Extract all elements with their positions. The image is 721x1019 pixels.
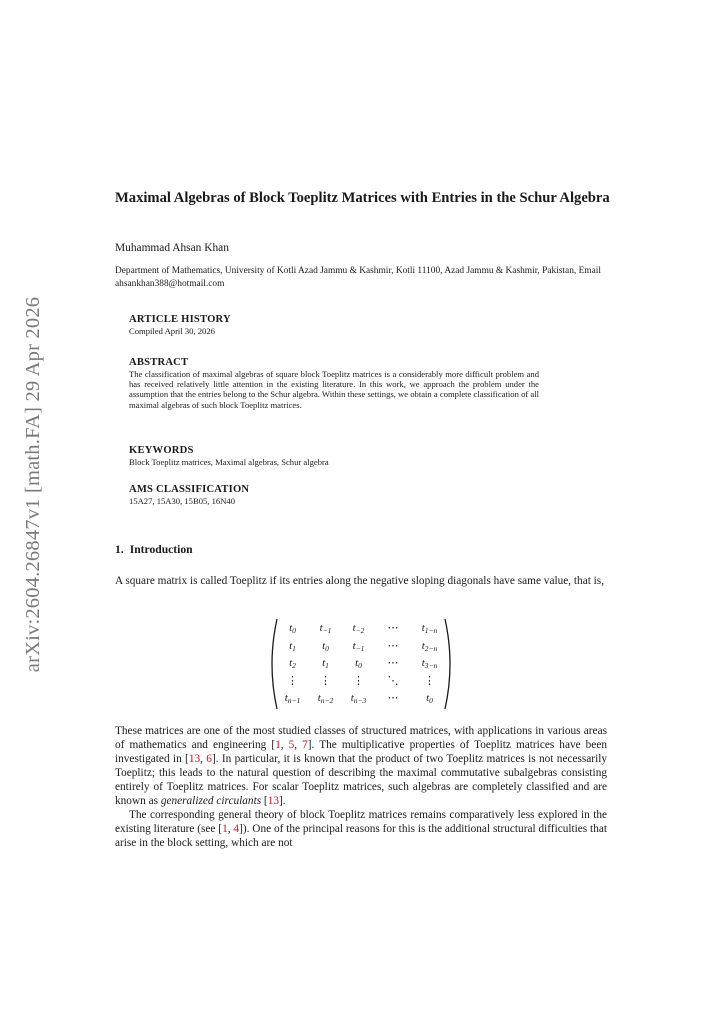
citation-link[interactable]: 1 [275, 739, 281, 751]
matrix-entry: ⋮ [320, 674, 331, 687]
matrix-entry: $t_{3-n}$ [421, 657, 438, 671]
citation-separator: , [294, 739, 303, 751]
matrix-entry: ⋮ [424, 674, 435, 687]
section-heading [115, 543, 193, 556]
term-generalized-circulants: generalized circulants [160, 795, 262, 807]
matrix-entry: ⋮ [353, 674, 364, 687]
arxiv-stamp-text: arXiv:2604.26847v1 [math.FA] 29 Apr 2026 [22, 296, 45, 672]
citation-separator: , [280, 739, 289, 751]
author-affiliation: Department of Mathematics, University of Kotli Azad Jammu & Kashmir, Kotli 11100, Azad Jammu & Kashmir, Pakistan, Email ahsankhan388@hotmail.com [115, 266, 601, 289]
para1-text-e: ]. [279, 795, 286, 807]
para2-text-b: ]). One of the principal reasons for this is the additional structural difficulties that arise in the block setting, which are not [115, 823, 608, 849]
article-history-block [129, 314, 539, 336]
matrix-entry: $t_{2-n}$ [421, 639, 438, 653]
matrix-entry: $t_{n-3}$ [350, 692, 367, 706]
citation-link[interactable]: 5 [288, 739, 295, 751]
matrix-entry: ⋯ [387, 639, 399, 652]
toeplitz-matrix [268, 618, 454, 710]
matrix-entry: ⋯ [387, 622, 399, 634]
matrix-entry: $t_2$ [289, 657, 296, 671]
citation-separator: , [227, 823, 234, 835]
para1-text-b: ]. The multiplicative properties of Toeplitz matrices have been investigated in [ [115, 739, 607, 765]
citation-link[interactable]: 13 [267, 795, 279, 807]
section-title: Introduction [129, 543, 193, 556]
arxiv-identifier-stamp [12, 284, 56, 684]
paragraph-applications [115, 724, 607, 808]
para2-text-a: The corresponding general theory of block Toeplitz matrices remains comparatively less explored in the existing literature (see [ [115, 809, 607, 835]
matrix-entry: $t_0$ [322, 639, 329, 653]
citation-link[interactable]: 7 [302, 739, 308, 751]
matrix-entry: ⋯ [387, 692, 399, 705]
paragraph-block-toeplitz [115, 808, 607, 850]
citation-link[interactable]: 13 [188, 753, 201, 765]
paper-title: Maximal Algebras of Block Toeplitz Matrices with Entries in the Schur Algebra [115, 190, 610, 206]
matrix-entry: $t_{1-n}$ [421, 622, 438, 635]
keywords-text: Block Toeplitz matrices, Maximal algebras, Schur algebra [129, 457, 329, 467]
ams-text: 15A27, 15A30, 15B05, 16N40 [129, 496, 235, 506]
article-history-heading: ARTICLE HISTORY [129, 314, 231, 325]
matrix-entry: $t_0$ [289, 622, 296, 635]
article-history-text: Compiled April 30, 2026 [129, 326, 215, 336]
matrix-entry: $t_1$ [322, 657, 329, 671]
abstract-block [129, 357, 539, 410]
matrix-entry: $t_{-2}$ [352, 622, 365, 635]
ams-classification-block [129, 484, 539, 506]
matrix-entry: $t_{-1}$ [352, 639, 365, 653]
keywords-heading: KEYWORDS [129, 445, 194, 456]
matrix-entry: ⋯ [387, 657, 399, 670]
ams-heading: AMS CLASSIFICATION [129, 484, 250, 495]
citation-link[interactable]: 1 [222, 823, 228, 835]
citation-link[interactable]: 4 [233, 823, 240, 835]
citation-separator: , [200, 753, 207, 765]
matrix-entry: $t_0$ [355, 657, 362, 671]
para1-text-d: [ [261, 795, 268, 807]
citation-link[interactable]: 6 [206, 753, 212, 765]
matrix-entry: $t_{n-1}$ [284, 692, 301, 706]
matrix-entry: ⋱ [387, 674, 399, 687]
para1-text-c: ]. In particular, it is known that the product of two Toeplitz matrices is not necessarily Toeplitz; this leads to the natural question of describing the maximal commutative subalgebras consisting entirely of Toeplitz matrices. For scalar Toeplitz matrices, such algebras are completely classified and are known as [115, 753, 607, 807]
author-name: Muhammad Ahsan Khan [115, 242, 229, 254]
para1-text-a: These matrices are one of the most studied classes of structured matrices, with applications in various areas of mathematics and engineering [ [115, 725, 607, 751]
abstract-heading: ABSTRACT [129, 357, 189, 368]
abstract-text: The classification of maximal algebras of square block Toeplitz matrices is a considerably more difficult problem and has received relatively little attention in the existing literature. In this work, we approach the problem under the assumption that the entries belong to the Schur algebra. Within these settings, we obtain a complete classification of all maximal algebras of such block Toeplitz matrices. [129, 369, 539, 410]
keywords-block [129, 445, 539, 467]
matrix-entry: $t_0$ [426, 692, 433, 706]
intro-paragraph: A square matrix is called Toeplitz if its entries along the negative sloping diagonals have same value, that is, [115, 575, 605, 587]
matrix-entry: ⋮ [287, 674, 298, 687]
matrix-entries [276, 620, 448, 708]
matrix-entry: $t_1$ [289, 639, 296, 653]
matrix-entry: $t_{-1}$ [319, 622, 332, 635]
section-number: 1. [115, 543, 124, 556]
matrix-entry: $t_{n-2}$ [317, 692, 334, 706]
